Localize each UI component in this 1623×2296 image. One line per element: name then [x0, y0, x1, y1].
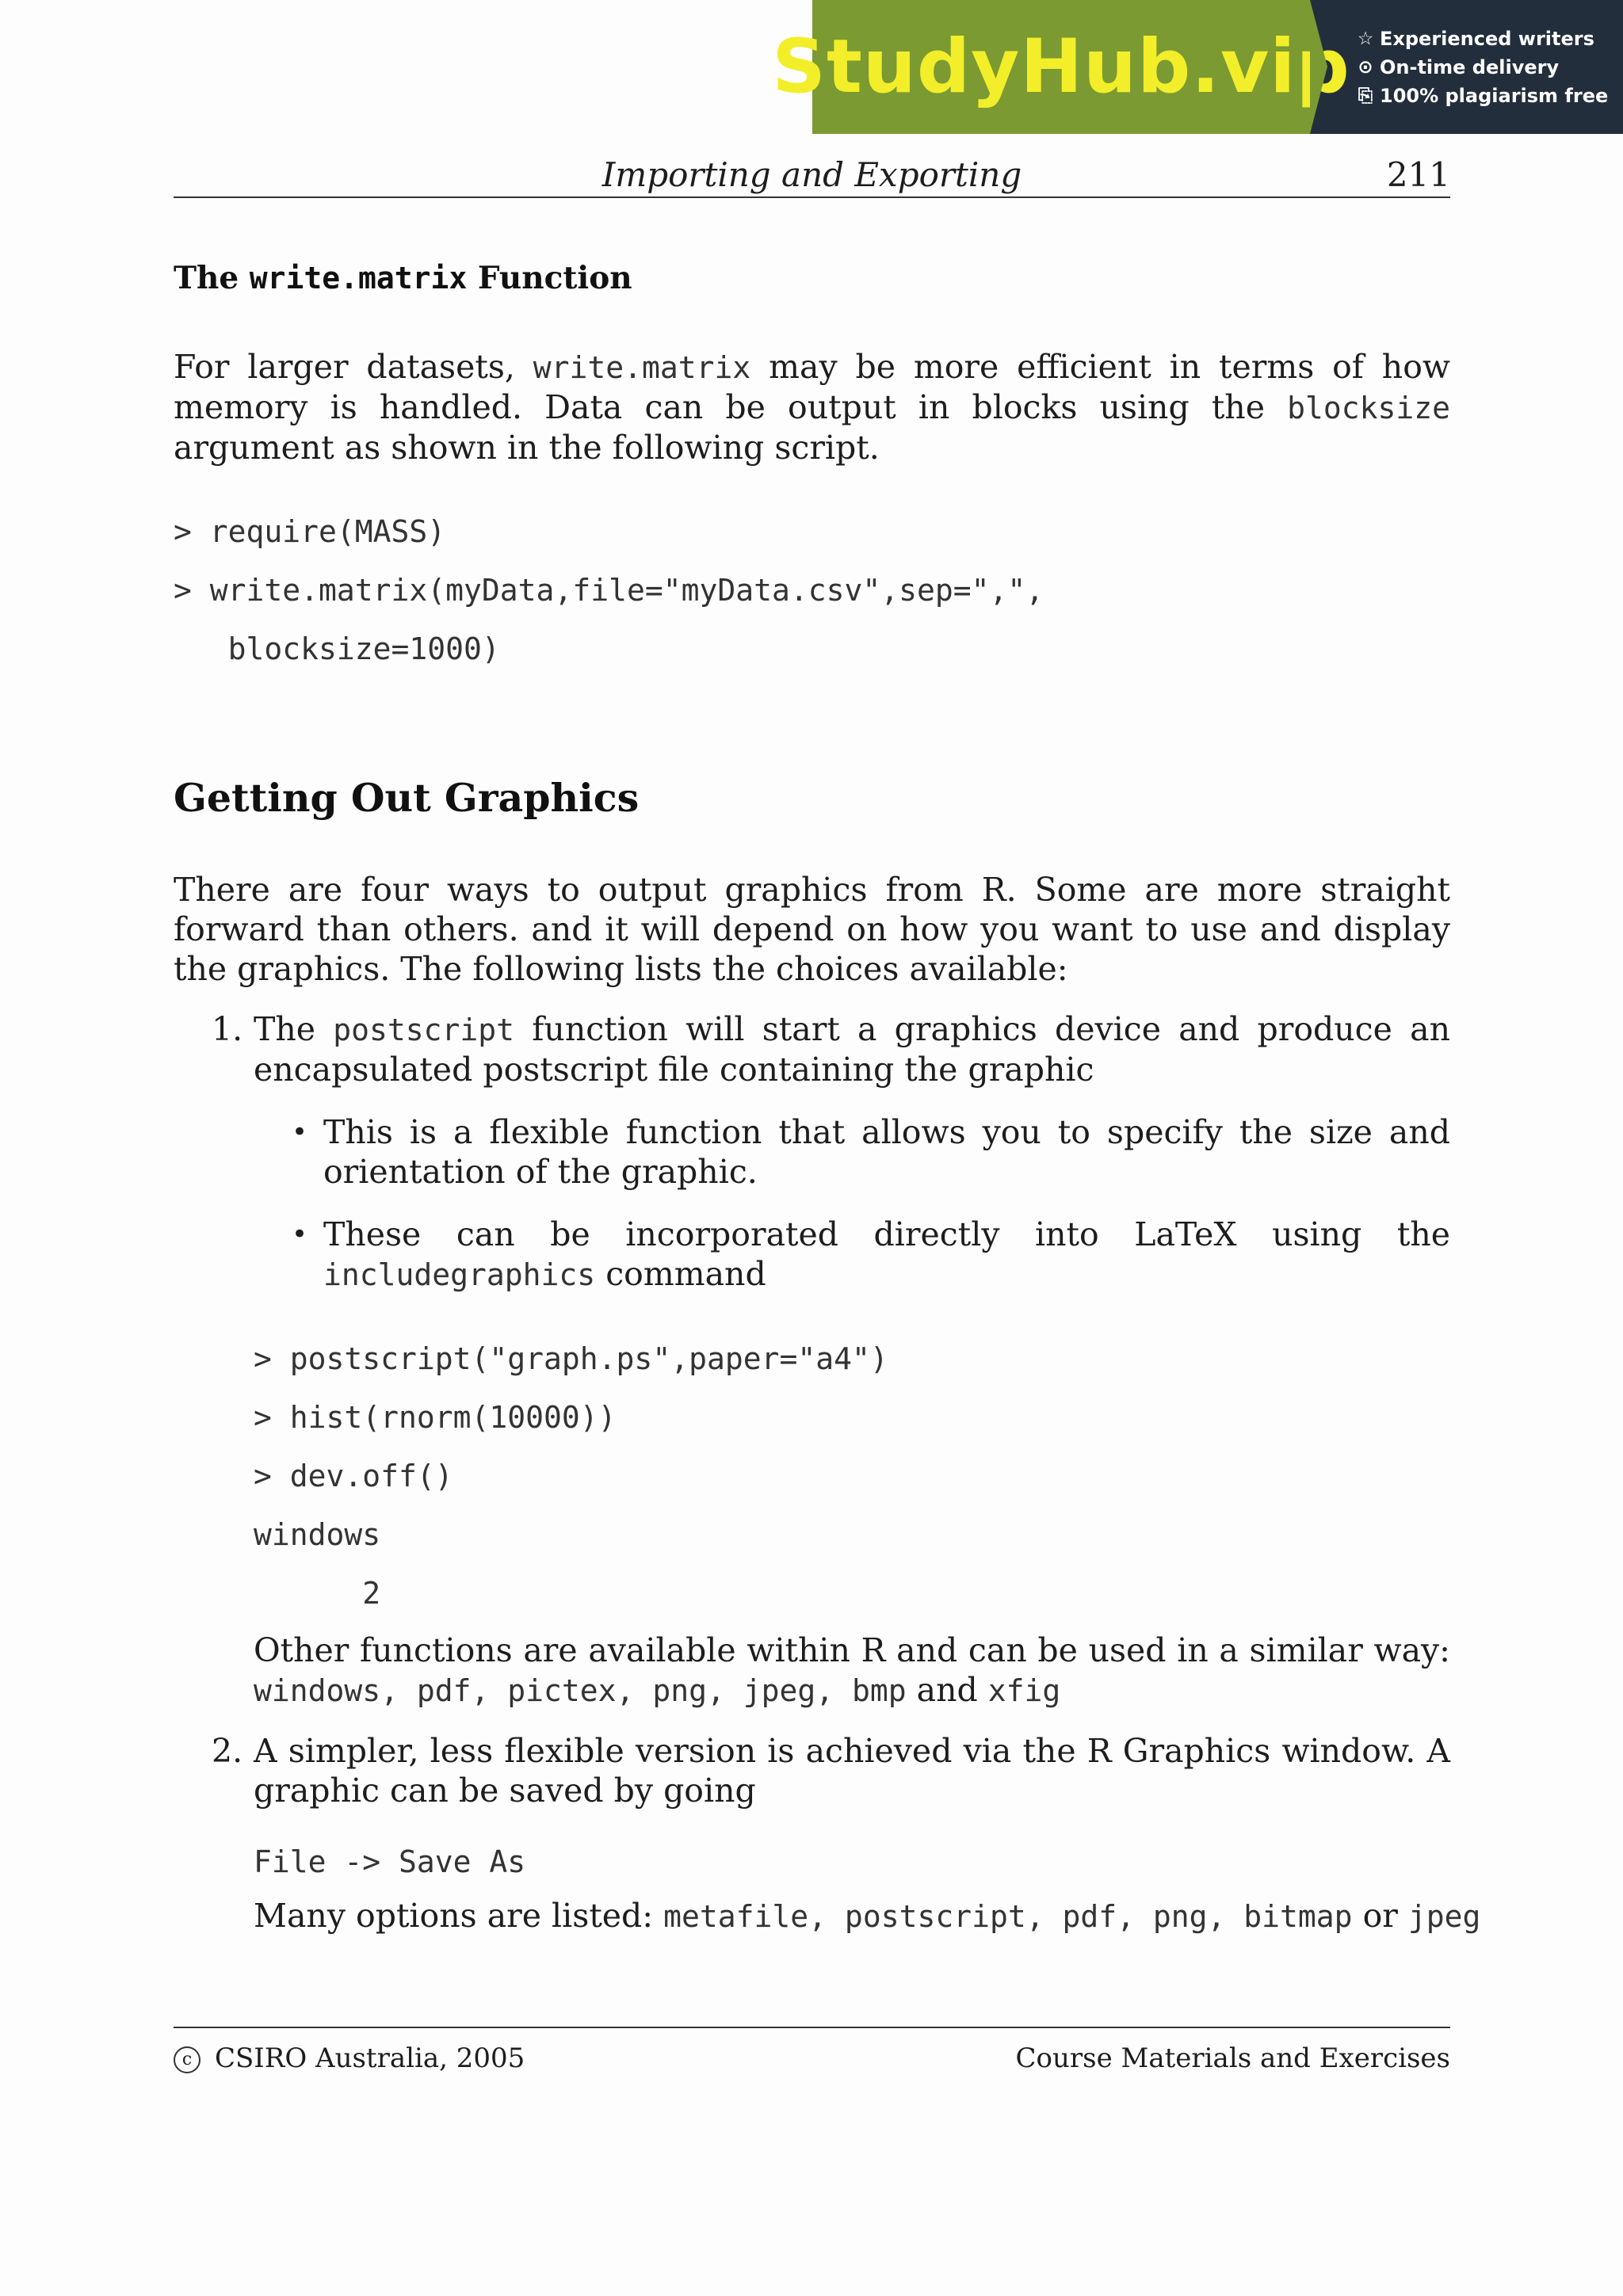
text: Other functions are available within R and can be used in a similar way: [254, 1631, 1450, 1669]
list-item [174, 1731, 1481, 1936]
text: command [595, 1255, 766, 1293]
logo-text: StudyHub.vip [772, 24, 1350, 110]
paragraph: A simpler, less flexible version is achieved via the R Graphics window. A graphic can be saved by going [254, 1732, 1450, 1810]
paragraph [174, 347, 1450, 467]
text: function will start a graphics device and produce an encapsulated postscript file containing the graphic [254, 1010, 1450, 1089]
text: or [1352, 1897, 1408, 1935]
code-line: windows [254, 1517, 381, 1552]
inline-code: write.matrix [533, 350, 751, 385]
subsection-heading [174, 260, 1450, 296]
inline-code: postscript [333, 1013, 515, 1047]
heading-text: Function [467, 260, 632, 296]
document-icon: ⎘ [1358, 85, 1373, 106]
paragraph [254, 1630, 1450, 1711]
footer-right: Course Materials and Exercises [1015, 2042, 1450, 2074]
code-line: > require(MASS) [174, 514, 446, 549]
code-line: 2 [254, 1576, 381, 1611]
code-block [254, 1329, 1450, 1623]
text: For larger datasets, [174, 348, 533, 386]
text: argument as shown in the following script. [174, 429, 880, 467]
paragraph [254, 1896, 1481, 1936]
page-footer [174, 2027, 1450, 2074]
heading-text: The [174, 260, 250, 296]
paragraph: This is a flexible function that allows you to specify the size and orientation of the graphic. [323, 1113, 1450, 1191]
clock-icon: ⊙ [1358, 56, 1373, 78]
bullet-item [254, 1112, 1450, 1192]
list-number: 1. [212, 1010, 243, 1048]
list-item [174, 1009, 1450, 1711]
code-line: File -> Save As [254, 1844, 526, 1879]
text: may be more efficient in terms of how memory is handled. Data can be output in blocks using the [174, 348, 1450, 426]
star-icon: ☆ [1357, 28, 1374, 49]
text: and [906, 1671, 988, 1709]
running-title: Importing and Exporting [601, 155, 1022, 194]
studyhub-logo[interactable] [772, 0, 1350, 134]
page-content [174, 260, 1481, 1936]
heading-code: write.matrix [249, 261, 468, 296]
code-line: blocksize=1000) [174, 631, 500, 666]
feature-experienced-writers [1356, 28, 1623, 50]
footer-left [174, 2042, 525, 2074]
feature-plagiarism-free [1356, 85, 1623, 107]
feature-label: 100% plagiarism free [1380, 84, 1609, 107]
bullet-item [254, 1215, 1450, 1295]
paragraph [323, 1215, 1450, 1295]
bullet-icon: • [292, 1116, 308, 1148]
feature-label: Experienced writers [1380, 27, 1594, 50]
inline-code: blocksize [1287, 391, 1450, 425]
copyright-icon: c [174, 2046, 200, 2073]
page-header [174, 152, 1450, 198]
text: These can be incorporated directly into LaTeX using the [323, 1215, 1450, 1253]
list-number: 2. [212, 1732, 243, 1770]
inline-code: includegraphics [323, 1257, 596, 1292]
inline-code: jpeg [1407, 1899, 1481, 1934]
feature-on-time-delivery [1356, 56, 1623, 78]
code-line: > dev.off() [254, 1459, 453, 1493]
inline-code: xfig [987, 1673, 1061, 1708]
banner-divider [1310, 0, 1327, 134]
code-block [174, 502, 1450, 678]
code-line: > hist(rnorm(10000)) [254, 1400, 617, 1435]
ad-banner[interactable] [772, 0, 1623, 134]
page-number: 211 [1386, 155, 1450, 194]
inline-code: windows, pdf, pictex, png, jpeg, bmp [254, 1673, 907, 1708]
inline-code: metafile, postscript, pdf, png, bitmap [663, 1899, 1353, 1934]
feature-label: On-time delivery [1380, 55, 1560, 78]
code-line: > write.matrix(myData,file="myData.csv",sep=",", [174, 573, 1044, 608]
paragraph: There are four ways to output graphics from R. Some are more straight forward than others. and it will depend on how you want to use and display the graphics. The following lists the choices available: [174, 871, 1450, 988]
banner-features [1310, 0, 1623, 134]
paragraph [254, 1009, 1450, 1089]
code-line: > postscript("graph.ps",paper="a4") [254, 1341, 888, 1376]
text: The [254, 1010, 334, 1048]
footer-left-text: CSIRO Australia, 2005 [215, 2042, 525, 2074]
bullet-icon: • [292, 1219, 308, 1250]
section-heading: Getting Out Graphics [174, 775, 640, 821]
text: Many options are listed: [254, 1897, 664, 1935]
